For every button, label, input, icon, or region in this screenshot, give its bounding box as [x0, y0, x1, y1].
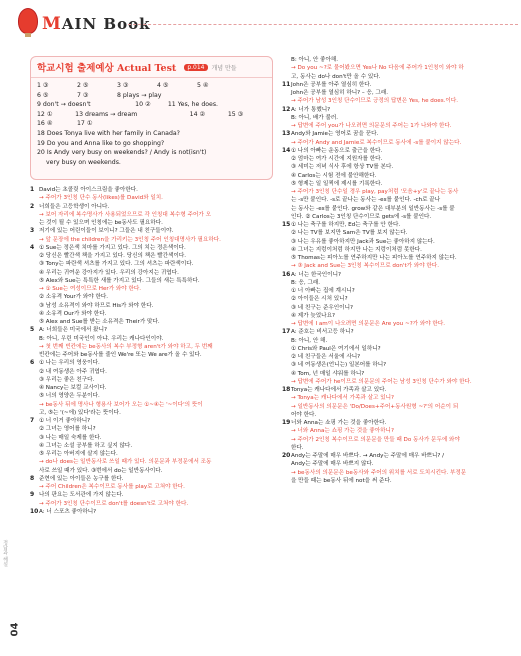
explanation-line: ④ 제가 늦었나요? — [291, 312, 335, 319]
explanation-line: ③ Tony는 파란색 셔츠를 가지고 있다. 그의 셔츠는 파란색이다. — [39, 261, 194, 268]
question-number: 6 — [30, 359, 35, 367]
left-column — [30, 56, 273, 641]
explanation-line: → 보어 자리에 복수명사가 사용되었으므로 각 인칭대 복수형 주어가 오 — [39, 211, 211, 218]
explanation-line: ① Chris와 Paul은 여기에서 일하니? — [291, 345, 381, 352]
explanation-line: B: 아니, 배가 불러. — [291, 114, 339, 121]
answer-box-header — [31, 57, 272, 78]
question-number: 3 — [30, 227, 35, 235]
explanation-line: → 일반동사의 의문문은 'Do/Does+주어+동사원형 ~?'의 어순이 되 — [291, 403, 459, 410]
question-number: 5 — [30, 326, 35, 334]
explanation-item — [282, 271, 514, 279]
answer-item: 3 ③ — [117, 82, 129, 89]
explanation-line: → 답변에 주어 you가 나오려면 의문문의 주어는 1가 나와야 한다. — [291, 123, 452, 129]
explanation-item — [282, 452, 514, 460]
explanation-line: B: 아니, 우린 미국인이 아냐. 우리는 캐나다인이야. — [39, 335, 164, 342]
explanation-line: → 주어가 3인칭 단수일 경우 play, pay처럼 '모음+y'로 끝나는 동사 — [291, 189, 459, 195]
question-number: 20 — [282, 452, 291, 459]
explanation-line: ⑤ 형제는 일 일찍에 제시를 기록한다. — [291, 180, 383, 187]
explanation-line: ② 엄마는 여가 시간에 지원자를 한다. — [291, 156, 383, 162]
explanation-line: → 주어가 3인칭 단수이므로 don't를 doesn't로 고쳐야 한다. — [39, 500, 189, 507]
answer-item: 2 ⑤ — [77, 82, 89, 89]
explanation-item — [282, 106, 514, 114]
explanation-item — [30, 186, 273, 194]
explanation-line: → 주어가 2인칭 복수이므로 의문문을 만들 때 Do 동사가 문두에 와야 — [291, 436, 460, 443]
answer-row — [37, 110, 266, 120]
explanation-line: B: 응, 그래. — [291, 279, 321, 286]
explanation-item — [282, 147, 514, 155]
explanation-line: 고, ⑤는 '(~에) 있다'라는 뜻이다. — [39, 409, 121, 416]
explanation-line: ② 아이들은 시처 있니? — [291, 296, 348, 303]
explanation-line: ⑤ 너의 영양은 두분이다. — [39, 393, 100, 400]
explanation-item — [30, 326, 273, 334]
explanation-line: → ③ Jack and Sue는 3인칭 복수이므로 don't가 와야 한다. — [291, 263, 439, 270]
answer-item: 15 ③ — [227, 110, 244, 118]
question-number: 10 — [30, 507, 39, 515]
explanation-line: 고, 동사는 do나 don't만 올 수 있다. — [291, 73, 381, 80]
header-divider — [128, 24, 518, 25]
question-text: Tonya는 캐나다에서 가족과 살고 있다. — [291, 387, 387, 393]
test-page-note: 개념 만들 — [211, 64, 237, 72]
explanation-line: → ① Sue는 여성이므로 Her가 와야 한다. — [39, 286, 142, 292]
explanation-item — [282, 221, 514, 229]
right-column — [282, 56, 514, 641]
explanation-item — [30, 417, 273, 425]
explanation-line: ③ 네 여동생은(언니는) 일본어를 하니? — [291, 362, 387, 369]
question-text: ① Sue는 정은색 치마를 가지고 있다. 그의 치는 정은색이다. — [39, 244, 186, 251]
question-text: 준현에 있는 아이들은 농구를 한다. — [39, 475, 124, 482]
explanation-line: 는 것이 될 수 있으며 인칭에는 be동사도 필요하다. — [39, 220, 163, 226]
question-text: 나의 판요는 도서관에 가지 않는다. — [39, 492, 124, 499]
question-text: ① 나의 아빠는 운동으로 출근을 한다. — [291, 147, 383, 154]
explanation-item — [282, 328, 514, 336]
explanation-line: ④ 그녀는 소설 공부를 하고 싶지 않다. — [39, 442, 133, 449]
explanation-line: ⑤ Thomas는 피아노를 연주하지만 나는 피아노를 연주하지 않는다. — [291, 255, 457, 261]
explanation-item — [30, 227, 273, 235]
explanation-item — [30, 244, 273, 252]
explanation-line: ③ 나는 매일 숙제를 한다. — [39, 434, 102, 441]
left-explanations — [30, 186, 273, 516]
answer-long: 18 Does Tonya live with her family in Canada? — [37, 129, 180, 137]
explanation-line: 인다. ② Carlos는 3인칭 단수이므로 gets에 -s를 붙인다. — [291, 213, 432, 220]
explanation-line: → do나 does는 일반동사로 쓰일 때가 있다. 의문문과 부정문에서 조동 — [39, 459, 212, 466]
answer-row — [37, 91, 266, 101]
balloon-logo-icon — [18, 8, 38, 34]
explanation-line: ① 너 아빠는 집에 계시니? — [291, 288, 355, 294]
question-number: 18 — [282, 386, 291, 393]
question-text: ① 나는 우리의 영웅이다. — [39, 360, 100, 367]
question-text: David는 초콜릿 아이스크림을 좋아한다. — [39, 187, 138, 193]
explanation-line: → 답변에 주어가 he이므로 의문문의 주어는 남성 3인칭 단수가 와야 한다. — [291, 378, 472, 385]
question-number: 19 — [282, 419, 291, 426]
explanation-line: 어야 한다. — [291, 411, 317, 418]
explanation-line: ③ 세미는 저녁 식사 후에 항상 TV를 본다. — [291, 164, 394, 171]
explanation-line: → Tonya는 캐나다에서 가족과 살고 있니? — [291, 395, 394, 402]
explanation-line: → be동사 뒤에 명사나 형용사 보어가 오는 ①~④는 '~이다'의 뜻이 — [39, 401, 203, 408]
question-number — [282, 56, 291, 64]
explanation-item — [282, 56, 514, 64]
page-header — [10, 6, 510, 42]
explanation-line: ④ Tom, 넌 매일 샤워를 하니? — [291, 370, 365, 377]
explanation-line: ⑤ 우리는 아버지에 살지 않는다. — [39, 451, 118, 457]
question-text: 저기에 있는 어린이들이 보이니? 그들은 내 친구들이야. — [39, 228, 174, 235]
explanation-line: ② 나는 TV를 보지만 Sam은 TV를 보지 않는다. — [291, 230, 408, 237]
answer-item: 11 Yes, he does. — [167, 101, 219, 109]
explanation-line: ② 소유격 Your가 와야 한다. — [39, 294, 109, 301]
question-number: 11 — [282, 80, 291, 88]
answer-row — [37, 81, 266, 91]
explanation-item — [30, 508, 273, 516]
explanation-line: John은 공부를 열심히 하니? – 응, 그래. — [291, 90, 388, 96]
question-number: 17 — [282, 328, 291, 336]
explanation-line: ③ 우리는 좋은 친구다. — [39, 376, 95, 383]
answer-item: 16 ④ — [37, 120, 53, 128]
explanation-line: ⑤ Alex and Sue를 받는 소유격은 Their가 맞다. — [39, 319, 160, 325]
answer-item: 1 ③ — [37, 82, 49, 89]
answer-item: 13 dreams → dream — [75, 110, 138, 118]
explanation-item — [282, 130, 514, 138]
question-number: 12 — [282, 105, 291, 113]
explanation-line: → 주어가 Andy and Jamie로 복수이므로 동사에 -s를 붙이지 않는다. — [291, 139, 462, 146]
answer-item: 12 ① — [37, 110, 53, 118]
explanation-line: 는 -s만 붙인다. -s로 끝나는 동사는 -es를 붙인다. -ch로 끝나 — [291, 197, 441, 204]
page-number: 04 — [9, 622, 21, 637]
question-number: 2 — [30, 202, 35, 210]
explanation-item — [282, 386, 514, 394]
question-text: 너와 Anna는 쇼핑 가는 것을 좋아한다. — [291, 420, 387, 426]
answer-long: very busy on weekends. — [46, 158, 121, 166]
explanation-line: ④ Carlos는 시험 전에 불안해한다. — [291, 172, 377, 179]
question-text: Andy와 Jamie는 영어로 꿈을 꾼다. — [291, 131, 379, 138]
explanation-line: ⑤ Alex와 Sue는 특특한 새를 가지고 있다. 그들의 새는 특특하다. — [39, 277, 200, 284]
answer-item: 5 ④ — [197, 82, 209, 89]
explanation-line: ② 그녀는 영어를 하니? — [39, 426, 96, 433]
explanation-item — [282, 419, 514, 427]
explanation-line: ③ 나는 우유를 좋아하지만 Jack과 Sue는 좋아하지 않는다. — [291, 238, 435, 245]
explanation-item — [30, 475, 273, 483]
answer-box — [30, 56, 273, 180]
answer-item: 17 ① — [77, 120, 93, 128]
answer-long: 19 Do you and Anna like to go shopping? — [37, 139, 165, 147]
answer-item: 9 don't → doesn't — [37, 101, 91, 109]
question-text: ① 나는 축구를 하지만, Ed는 축구를 안 한다. — [291, 222, 401, 228]
answer-item: 7 ③ — [77, 91, 89, 99]
test-page-badge: p.014 — [184, 64, 207, 71]
answer-item: 8 plays → play — [117, 91, 162, 99]
side-note: 정답과 해설 — [2, 540, 8, 567]
explanation-line: ④ 그녀는 지렁이처럼 하지만 나는 지렁이처럼 못한다. — [291, 246, 422, 253]
explanation-line: → be동사의 의문문은 be동사와 주어의 위치를 서로 도치시킨다. 부정문 — [291, 469, 467, 476]
question-number: 14 — [282, 146, 291, 154]
question-text: John은 공부를 아주 열심히 한다. — [291, 81, 372, 88]
explanation-line: ④ 소유격 Our가 와야 한다. — [39, 310, 107, 317]
explanation-line: ③ 네 친구는 준우인이니? — [291, 304, 353, 311]
question-number: 4 — [30, 243, 35, 251]
explanation-item — [30, 491, 273, 499]
question-number: 15 — [282, 221, 291, 228]
question-number: 13 — [282, 130, 291, 138]
explanation-line: 을 만들 때는 be동사 뒤에 not을 써 준다. — [291, 477, 392, 484]
explanation-item — [30, 359, 273, 367]
explanation-line: ③ 남성 소유격이 와야 하므로 His가 와야 한다. — [39, 302, 154, 309]
answer-item: 4 ⑤ — [157, 82, 169, 89]
answer-grid — [31, 78, 272, 167]
explanation-line: ④ 우리는 귀여운 강아지가 있다. 우리의 강아지는 귀엽다. — [39, 269, 179, 276]
question-number: 9 — [30, 491, 35, 499]
explanation-line: 는 동사는 -es를 붙인다. grow와 같은 대부분의 일반동사는 -s를 붙 — [291, 205, 455, 212]
answer-item: 6 ⑤ — [37, 91, 49, 99]
explanation-line: ② 당신은 빨간색 책을 가지고 있다. 당신의 책은 빨간색이다. — [39, 253, 187, 259]
question-text: A: 준호는 비서고등 하니? — [291, 329, 354, 336]
explanation-line: 한다. — [291, 444, 304, 451]
question-number: 16 — [282, 270, 291, 278]
question-text: A: 너 스포츠 좋아하니? — [39, 508, 97, 515]
question-text: A: 너희들은 미국에서 왔니? — [39, 327, 107, 334]
question-number: 8 — [30, 474, 35, 482]
question-number: 7 — [30, 417, 35, 424]
answer-long: 20 Is Andy very busy on weekends? / Andy is not(isn't) — [37, 149, 207, 157]
answer-row — [37, 119, 266, 129]
explanation-line: 빈칸에는 주어와 be동사를 줄인 We're 또는 We are가 올 수 있다. — [39, 352, 202, 358]
explanation-line: ② 내 여동생은 아주 귀엽다. — [39, 368, 107, 375]
explanation-line: → 주어가 남성 3인칭 단수이므로 긍정의 답변은 Yes, he does.이다. — [291, 98, 458, 105]
explanation-line: → Do you ~?로 물어봤으면 Yes나 No 다음에 주어가 1인칭이 와야 하 — [291, 65, 464, 72]
explanation-item — [30, 203, 273, 211]
explanation-line: → 첫 번째 빈칸에는 be동사의 복수 부정형 aren't가 와야 하고, 두 번째 — [39, 343, 213, 350]
answer-row — [37, 100, 266, 110]
question-text: A: 너가 통했니? — [291, 106, 331, 113]
explanation-line: Andy는 주말에 매우 바쁘지 않다. — [291, 461, 374, 468]
explanation-item — [282, 81, 514, 89]
question-text: B: 아니, 안 좋아해. — [291, 57, 339, 63]
question-number: 1 — [30, 186, 35, 193]
book-title: MAIN Book — [42, 14, 151, 34]
question-text: A: 너는 한국인이니? — [291, 271, 341, 278]
explanation-line: → 주어 Children은 복수이므로 동사를 play로 고쳐야 한다. — [39, 484, 185, 490]
explanation-line: → 앞 문장에 the children을 가리키는 3인칭 주어 인칭대명사가 필요하다. — [39, 236, 221, 243]
test-title: 학교시험 출제예상 Actual Test — [37, 63, 177, 74]
explanation-line: ② 네 친구들은 서울에 사니? — [291, 354, 361, 360]
question-text: 너희들은 고등학생이 아니다. — [39, 203, 110, 210]
answer-item: 10 ② — [135, 101, 151, 109]
explanation-line: B: 아니, 안 해. — [291, 337, 328, 344]
explanation-line: 사로 쓰일 때가 있다. ③번에서 do는 일반동사이다. — [39, 467, 163, 474]
explanation-line: → 답변에 I am이 나오려면 의문문은 Are you ~?가 와야 한다. — [291, 321, 446, 327]
question-text: Andy는 주말에 매우 바쁘다. → Andy는 주말에 매우 바쁘니? / — [291, 453, 445, 459]
question-text: ① 너 이거 좋아하니? — [39, 418, 91, 424]
explanation-line: → 너와 Anna는 쇼핑 가는 것을 좋아하니? — [291, 428, 394, 435]
explanation-line: ④ Nancy는 보컬 교사이다. — [39, 385, 107, 391]
explanation-line: → 주어가 3인칭 단수 동사(likes)를 David와 일치. — [39, 195, 163, 202]
answer-item: 14 ② — [189, 110, 206, 118]
